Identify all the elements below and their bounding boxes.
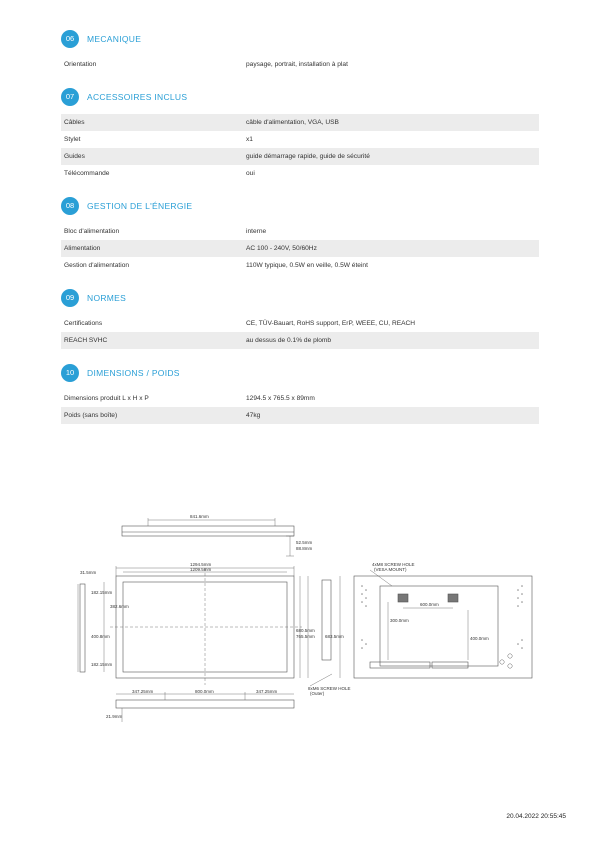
section-header <box>61 289 539 309</box>
spec-key: Câbles <box>64 119 85 126</box>
spec-row <box>61 240 539 257</box>
dim-front-width-inner: 1209.5mm <box>190 567 212 572</box>
dim-top-width: 841.6mm <box>190 514 209 519</box>
spec-value: interne <box>246 228 267 235</box>
section-mecanique <box>61 30 539 68</box>
dim-bottom-depth: 21.9mm <box>106 714 123 719</box>
top-view-outline <box>122 526 294 536</box>
dim-vesa-v2: 400.0mm <box>470 636 489 641</box>
dim-left-a: 182.15mm <box>91 590 113 595</box>
spec-value: 1294.5 x 765.5 x 89mm <box>246 395 315 402</box>
dim-left-c: 400.8mm <box>91 634 110 639</box>
spec-key: Bloc d'alimentation <box>64 228 120 235</box>
section-normes <box>61 289 539 344</box>
section-accessoires <box>61 88 539 177</box>
dim-bottom-a: 347.25mm <box>132 689 154 694</box>
side-profile-view <box>322 580 331 660</box>
section-number-badge: 06 <box>61 30 79 48</box>
spec-row <box>61 165 539 182</box>
section-header <box>61 30 539 50</box>
spec-value: 47kg <box>246 412 261 419</box>
spec-key: Certifications <box>64 320 103 327</box>
dim-top-depth-2: 88.8mm <box>296 546 313 551</box>
dim-top-depth-1: 52.5mm <box>296 540 313 545</box>
spec-value: 110W typique, 0.5W en veille, 0.5W éteint <box>246 262 368 269</box>
spec-row <box>61 332 539 349</box>
spec-row <box>61 114 539 131</box>
spec-key: Alimentation <box>64 245 101 252</box>
dim-bottom-c: 347.25mm <box>256 689 278 694</box>
spec-table <box>61 114 539 182</box>
outer-label-1: 8xM6 SCREW HOLE <box>308 686 351 691</box>
spec-table <box>61 56 539 73</box>
vesa-label-1: 4xM8 SCREW HOLE <box>372 562 415 567</box>
spec-value: paysage, portrait, installation à plat <box>246 61 348 68</box>
spec-key: REACH SVHC <box>64 337 108 344</box>
outer-label-2: (Outer) <box>310 691 325 696</box>
spec-row <box>61 257 539 274</box>
section-title: DIMENSIONS / POIDS <box>87 368 180 378</box>
spec-key: Poids (sans boîte) <box>64 412 118 419</box>
footer-timestamp: 20.04.2022 20:55:45 <box>506 813 566 820</box>
spec-row <box>61 407 539 424</box>
section-number-badge: 08 <box>61 197 79 215</box>
spec-value: câble d'alimentation, VGA, USB <box>246 119 339 126</box>
section-title: ACCESSOIRES INCLUS <box>87 92 188 102</box>
spec-row <box>61 56 539 73</box>
spec-value: oui <box>246 170 255 177</box>
spec-row <box>61 390 539 407</box>
dim-left-b: 382.6mm <box>110 604 129 609</box>
section-dimensions <box>61 364 539 419</box>
section-title: MECANIQUE <box>87 34 142 44</box>
section-header <box>61 364 539 384</box>
spec-key: Orientation <box>64 61 97 68</box>
spec-value: CE, TÜV-Bauart, RoHS support, ErP, WEEE, CU, REACH <box>246 320 416 327</box>
dim-left-offset: 31.5mm <box>80 570 97 575</box>
dim-side: 683.5mm <box>325 634 344 639</box>
spec-value: guide démarrage rapide, guide de sécurité <box>246 153 370 160</box>
dim-vesa-h: 600.0mm <box>420 602 439 607</box>
section-header <box>61 197 539 217</box>
section-number-badge: 10 <box>61 364 79 382</box>
technical-drawing <box>70 510 540 740</box>
spec-row <box>61 131 539 148</box>
spec-key: Gestion d'alimentation <box>64 262 130 269</box>
dim-right-a: 680.5mm <box>296 628 315 633</box>
spec-row <box>61 315 539 332</box>
spec-key: Stylet <box>64 136 81 143</box>
section-title: GESTION DE L'ÉNERGIE <box>87 201 193 211</box>
section-number-badge: 09 <box>61 289 79 307</box>
dim-right-b: 765.5mm <box>296 634 315 639</box>
spec-table <box>61 315 539 349</box>
left-side-view <box>80 584 85 672</box>
spec-table <box>61 390 539 424</box>
section-title: NORMES <box>87 293 127 303</box>
spec-key: Guides <box>64 153 85 160</box>
dim-left-d: 182.15mm <box>91 662 113 667</box>
section-energie <box>61 197 539 269</box>
section-number-badge: 07 <box>61 88 79 106</box>
spec-value: au dessus de 0.1% de plomb <box>246 337 332 344</box>
dim-bottom-b: 800.0mm <box>195 689 214 694</box>
vesa-label-2: (VESA MOUNT) <box>374 567 407 572</box>
bottom-view-outline <box>116 700 294 708</box>
spec-row <box>61 148 539 165</box>
spec-table <box>61 223 539 274</box>
rear-view-outline <box>354 576 532 678</box>
section-header <box>61 88 539 108</box>
dim-vesa-v1: 300.0mm <box>390 618 409 623</box>
spec-key: Télécommande <box>64 170 110 177</box>
spec-value: x1 <box>246 136 253 143</box>
spec-value: AC 100 - 240V, 50/60Hz <box>246 245 317 252</box>
spec-row <box>61 223 539 240</box>
dim-front-width-outer: 1294.5mm <box>190 562 212 567</box>
spec-key: Dimensions produit L x H x P <box>64 395 149 402</box>
